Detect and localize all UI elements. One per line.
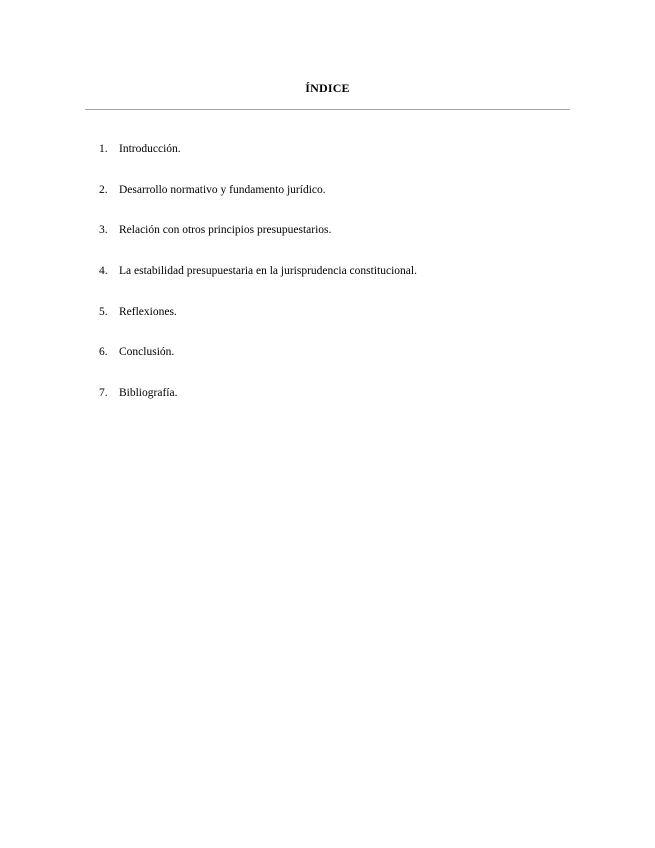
toc-item-number: 5. (99, 305, 108, 318)
toc-item-relacion-principios (0, 223, 655, 264)
toc-item-desarrollo-normativo (0, 183, 655, 224)
toc-item-reflexiones (0, 305, 655, 346)
toc-item-label: Reflexiones. (119, 305, 177, 318)
toc-item-number: 2. (99, 183, 108, 196)
toc-item-label: Bibliografía. (119, 387, 178, 400)
title-divider (85, 109, 570, 110)
toc-item-label: Introducción. (119, 143, 181, 155)
toc-item-label: Desarrollo normativo y fundamento jurídico. (119, 183, 326, 196)
toc-item-label: Relación con otros principios presupuestarios. (119, 224, 332, 237)
toc-item-number: 6. (99, 346, 108, 359)
toc-item-label: La estabilidad presupuestaria en la jurisprudencia constitucional. (119, 265, 417, 278)
toc-item-bibliografia (0, 386, 655, 427)
page-title: ÍNDICE (305, 81, 350, 95)
toc-item-conclusion (0, 345, 655, 386)
toc-item-introduccion (0, 142, 655, 183)
toc-item-estabilidad-jurisprudencia (0, 264, 655, 305)
toc-item-number: 4. (99, 265, 108, 278)
toc-item-label: Conclusión. (119, 346, 175, 359)
table-of-contents (0, 142, 655, 427)
toc-item-number: 3. (99, 224, 108, 237)
toc-item-number: 7. (99, 387, 108, 400)
toc-item-number: 1. (99, 143, 108, 155)
